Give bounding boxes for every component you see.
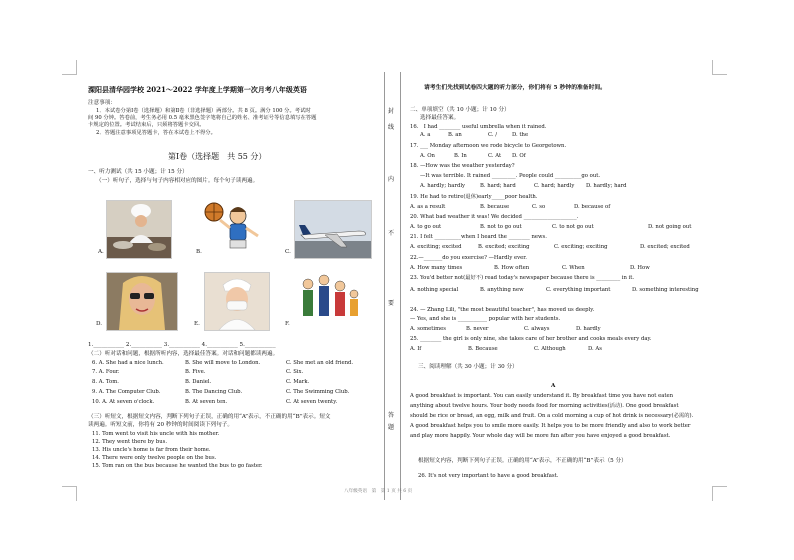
option: C. everything important (546, 287, 611, 293)
part1a-instruction: （一）听句子，选择与句子内容相对应的图片。每个句子读两遍。 (96, 178, 259, 184)
question-24-line2: — Yes, and she is ___________ popular with her students. (410, 316, 561, 322)
option: D. something interesting (632, 287, 699, 293)
option: B. because (480, 204, 510, 210)
option: C. always (524, 326, 550, 332)
option-text: B. Daniel. (185, 379, 212, 385)
passage-letter: A (551, 383, 556, 389)
option: B. In (454, 153, 467, 159)
option: A. nothing special (410, 287, 459, 293)
binding-char: 答 (388, 412, 395, 419)
option: B. hard; hard (480, 183, 516, 189)
binding-char: 题 (388, 424, 395, 431)
column-divider (384, 72, 385, 500)
option: A. hardly; hardly (420, 183, 466, 189)
option-text: 8. A. Tom. (92, 379, 119, 385)
option: A. to go out (410, 224, 442, 230)
option: B. anything new (480, 287, 524, 293)
option: B. Because (468, 346, 498, 352)
option-text: B. At seven ten. (185, 399, 228, 405)
option: A. How many times (410, 265, 463, 271)
passage-line: anything about twelve hours. Your body needs food for morning activities(活动). One good breakfast (410, 403, 679, 409)
question-20: 20. What bad weather it was! We decided ____________________. (410, 214, 579, 220)
note-line: 卡规定的位置。考试结束后，只须将答题卡交回。 (88, 122, 205, 128)
listening-notice: 请考生们先找到试卷四大题的听力部分，你们将有 5 秒钟的准备时间。 (424, 85, 606, 91)
option: A. If (410, 346, 422, 352)
question-18: 18. —How was the weather yesterday? (410, 163, 515, 169)
statement: 14. There were only twelve people on the bus. (92, 455, 217, 461)
option-text: C. At seven twenty. (286, 399, 338, 405)
question-25: 25. ________ the girl is only nine, she takes care of her brother and cooks meals every day. (410, 336, 652, 342)
option-text: 7. A. Four. (92, 369, 120, 375)
answer-blanks: 1.___________ 2.___________ 3.___________ 4.___________ 5.___________ (88, 342, 276, 348)
reading-instruction: 根据短文内容，判断下列句子正误。正确的用“A”表示，不正确的用“B”表示（5 分） (418, 458, 627, 464)
binding-char: 不 (388, 230, 395, 237)
option: B. never (466, 326, 489, 332)
part3-instruction: 读两遍。听短文前，你将有 20 秒钟的时间阅读下列句子。 (88, 422, 233, 428)
exam-title: 溧阳县清华园学校 2021～2022 学年度上学期第一次月考八年级英语 (88, 85, 307, 94)
option-text: 10. A. At seven o'clock. (92, 399, 155, 405)
option-text: C. The Swimming Club. (286, 389, 350, 395)
chef-photo (106, 200, 172, 259)
note-line: 间 90 分钟。答卷前，考生务必用 0.5 毫米黑色签字笔将自己的姓名、准考证号等信息填写在答题 (88, 115, 317, 121)
option: B. How often (494, 265, 530, 271)
option-text: C. Six. (286, 369, 304, 375)
part2-sub: 选择最佳答案。 (420, 115, 460, 121)
option: D. not going out (648, 224, 692, 230)
question-17: 17. ___ Monday afternoon we rode bicycle to Georgetown. (410, 143, 567, 149)
option: D. How (630, 265, 650, 271)
crop-mark-top-left (62, 60, 77, 75)
option-text: 6. A. She had a nice lunch. (92, 360, 164, 366)
option: C. Although (534, 346, 566, 352)
option: D. hardly; hard (586, 183, 627, 189)
question-18-line2: —It was terrible. It rained _________. People could __________go out. (420, 173, 601, 179)
statement: 11. Tom went to visit his uncle with his mother. (92, 431, 220, 437)
family-cartoon (294, 272, 364, 329)
part2-instruction: （二）听对话和问题，根据所听内容，选择最佳答案。对话和问题都读两遍。 (88, 351, 279, 357)
option-text: B. Five. (185, 369, 206, 375)
question-16: 16. I had ________ useful umbrella when it rained. (410, 124, 547, 130)
pic-label-b: B. (196, 249, 202, 255)
option: A. sometimes (410, 326, 446, 332)
note-line: 2．答题注意事项见答题卡，答在本试卷上不得分。 (96, 130, 216, 136)
question-21: 21. I felt __________when I heard the ________ news. (410, 234, 547, 240)
option-text: 9. A. The Computer Club. (92, 389, 161, 395)
nurse-photo (204, 272, 270, 331)
option: D. excited; excited (640, 244, 690, 250)
section-title: 第Ⅰ卷（选择题 共 55 分） (168, 152, 267, 161)
airplane-photo (294, 200, 372, 259)
pic-label-e: E. (194, 321, 200, 327)
option: A. exciting; excited (410, 244, 462, 250)
pic-label-d: D. (96, 321, 103, 327)
passage-line: A good breakfast is important. You can easily understand it. By breakfast time you have not eaten (410, 393, 674, 399)
basketball-cartoon (202, 200, 268, 257)
option: D. As (588, 346, 602, 352)
question-24: 24. — Zhang Lili, "the most beautiful teacher", has moved us deeply. (410, 307, 595, 313)
option: B. an (448, 132, 462, 138)
part1-title: 一、听力测试（共 15 小题；计 15 分） (88, 169, 188, 175)
question-19: 19. He had to retire(退休)early_____poor health. (410, 194, 538, 200)
option: C. When (562, 265, 585, 271)
question-22: 22.—_______do you exercise? —Hardly ever. (410, 255, 527, 261)
option: C. to not go out (552, 224, 594, 230)
binding-char: 内 (388, 176, 395, 183)
option-text: B. The Dancing Club. (185, 389, 243, 395)
option: D. because of (574, 204, 611, 210)
option: A. On (420, 153, 435, 159)
statement: 12. They went there by bus. (92, 439, 168, 445)
option-text: C. Mark. (286, 379, 310, 385)
option: C. At (488, 153, 502, 159)
binding-char: 封 (388, 108, 395, 115)
option: D. the (512, 132, 529, 138)
pic-label-f: F. (285, 321, 290, 327)
notes-title: 注意事项： (88, 100, 116, 106)
option: B. excited; exciting (478, 244, 530, 250)
question-23: 23. You'd better not(最好不) read today's newspaper because there is _________ in it. (410, 275, 635, 281)
option-text: B. She will move to London. (185, 360, 261, 366)
option: C. so (532, 204, 546, 210)
binding-char: 要 (388, 300, 395, 307)
passage-line: and play more happily. Your whole day will be more fun after you have enjoyed a good breakfast. (410, 433, 671, 439)
option: C. / (488, 132, 498, 138)
part3-instruction: （三）听短文，根据短文内容，判断下列句子正误，正确的用“A”表示，不正确的用“B”表示。短文 (88, 414, 331, 420)
woman-sunglasses-photo (106, 272, 178, 331)
pic-label-a: A. (98, 249, 104, 255)
pic-label-c: C. (285, 249, 291, 255)
option: C. exciting; exciting (554, 244, 608, 250)
page-footer: 八年级英语 第 第 1 页 共 6 页 (344, 489, 413, 494)
option: B. not to go out (480, 224, 522, 230)
part2-title: 二、单项填空（共 10 小题；计 10 分） (410, 107, 510, 113)
passage-line: A good breakfast helps you to smile more easily. It helps you to be more friendly and also to work better (410, 423, 691, 429)
option: A. a (420, 132, 431, 138)
binding-char: 线 (388, 124, 395, 131)
option: D. Of (512, 153, 526, 159)
option-text: C. She met an old friend. (286, 360, 354, 366)
part3-title: 三、阅读理解（共 30 小题；计 30 分） (418, 364, 518, 370)
crop-mark-bottom-right (712, 486, 727, 501)
statement: 15. Tom ran on the bus because he wanted the bus to go faster. (92, 463, 263, 469)
passage-line: should be rice or bread, an egg, milk and fruit. On a cold morning a cup of hot drink is necessary(必需的). (410, 413, 694, 419)
option: D. hardly (576, 326, 601, 332)
question-26: 26. It's not very important to have a good breakfast. (418, 473, 559, 479)
crop-mark-top-right (712, 60, 727, 75)
option: A. as a result (410, 204, 446, 210)
note-line: 1．本试卷分第Ⅰ卷（选择题）和第Ⅱ卷（非选择题）两部分。共 8 页。满分 100 分。考试时 (96, 108, 311, 114)
option: C. hard; hardly (534, 183, 575, 189)
column-divider (400, 72, 401, 500)
statement: 13. His uncle's home is far from their home. (92, 447, 211, 453)
crop-mark-bottom-left (62, 486, 77, 501)
